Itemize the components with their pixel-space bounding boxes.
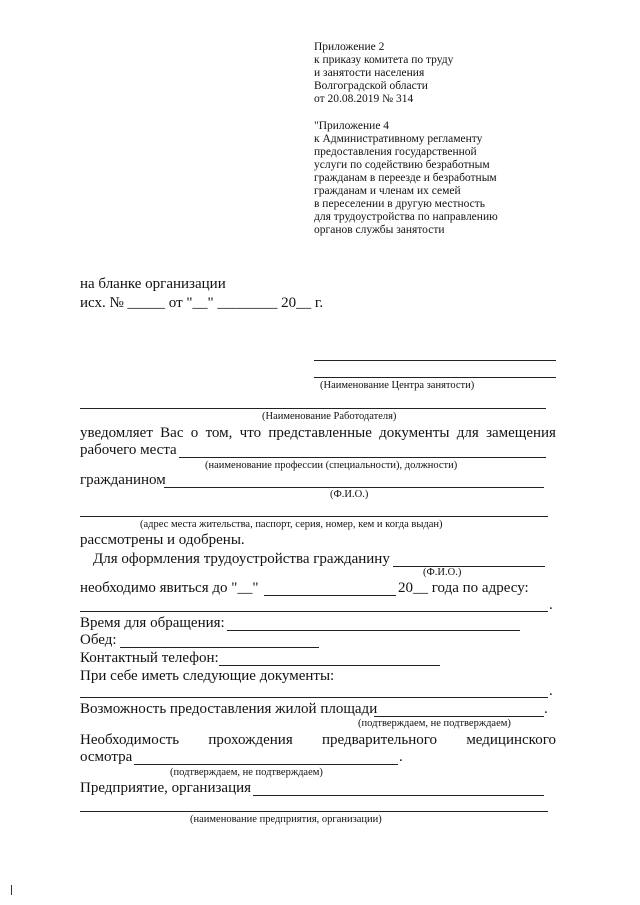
appendix4-line: гражданам в переезде и безработным bbox=[314, 172, 497, 184]
notify-word: том, bbox=[205, 425, 233, 441]
enterprise-label: Предприятие, организация bbox=[80, 780, 252, 796]
must-appear-text: необходимо явиться до "__" bbox=[80, 580, 259, 596]
medical-line bbox=[80, 732, 556, 749]
center-name-line bbox=[314, 377, 556, 378]
notify-word: уведомляет bbox=[80, 425, 153, 441]
center-name-caption: (Наименование Центра занятости) bbox=[320, 380, 475, 391]
period-mark: . bbox=[549, 597, 553, 613]
medical-word: медицинского bbox=[466, 732, 556, 748]
enterprise-caption: (наименование предприятия, организации) bbox=[190, 814, 382, 825]
notify-word: что bbox=[239, 425, 262, 441]
enterprise-field[interactable] bbox=[253, 795, 544, 796]
fio-caption: (Ф.И.О.) bbox=[330, 489, 369, 500]
appendix2-line: Приложение 2 bbox=[314, 41, 385, 53]
exam-label: осмотра bbox=[80, 749, 133, 765]
employer-name-line bbox=[80, 408, 546, 409]
year-address-text: 20__ года по адресу: bbox=[398, 580, 529, 596]
contact-time-field[interactable] bbox=[227, 630, 520, 631]
outgoing-number: исх. № _____ от "__" ________ 20__ г. bbox=[80, 295, 324, 311]
citizen-fio-field[interactable] bbox=[393, 566, 545, 567]
appendix4-line: "Приложение 4 bbox=[314, 120, 390, 132]
documents-field[interactable] bbox=[80, 697, 548, 698]
employer-name-caption: (Наименование Работодателя) bbox=[262, 411, 397, 422]
appendix4-line: для трудоустройства по направлению bbox=[314, 211, 498, 223]
phone-field[interactable] bbox=[219, 665, 440, 666]
address-field[interactable] bbox=[80, 516, 548, 517]
medical-field[interactable] bbox=[134, 764, 398, 765]
scan-mark bbox=[11, 885, 12, 895]
notify-word: документы bbox=[379, 425, 450, 441]
appendix2-line: к приказу комитета по труду bbox=[314, 54, 454, 66]
medical-word: предварительного bbox=[322, 732, 438, 748]
workplace-label: рабочего места bbox=[80, 442, 177, 458]
employment-text: Для оформления трудоустройства гражданину bbox=[93, 551, 390, 567]
enterprise-name-line[interactable] bbox=[80, 811, 548, 812]
medical-word: прохождения bbox=[208, 732, 293, 748]
period-mark: . bbox=[549, 683, 553, 699]
profession-caption: (наименование профессии (специальности), должности) bbox=[205, 460, 458, 471]
appendix4-line: предоставления государственной bbox=[314, 146, 477, 158]
appendix2-line: Волгоградской области bbox=[314, 80, 428, 92]
citizen-name-field[interactable] bbox=[164, 487, 544, 488]
notify-word: замещения bbox=[486, 425, 556, 441]
period-mark: . bbox=[544, 701, 548, 717]
notify-word: о bbox=[190, 425, 199, 441]
notify-line bbox=[80, 425, 556, 442]
reviewed-text: рассмотрены и одобрены. bbox=[80, 532, 245, 548]
appendix4-line: к Административному регламенту bbox=[314, 133, 483, 145]
medical-word: Необходимость bbox=[80, 732, 180, 748]
appendix4-line: гражданам и членам их семей bbox=[314, 185, 461, 197]
appendix4-line: в переселении в другую местность bbox=[314, 198, 486, 210]
appendix2-line: от 20.08.2019 № 314 bbox=[314, 93, 414, 105]
fio-caption-2: (Ф.И.О.) bbox=[423, 567, 462, 578]
appendix4-line: услуги по содействию безработным bbox=[314, 159, 490, 171]
address-caption: (адрес места жительства, паспорт, серия, номер, кем и когда выдан) bbox=[140, 519, 443, 530]
address-line-field[interactable] bbox=[80, 611, 548, 612]
letterhead-note: на бланке организации bbox=[80, 276, 226, 292]
notify-word: представленные bbox=[268, 425, 372, 441]
housing-label: Возможность предоставления жилой площади bbox=[80, 701, 378, 717]
notify-word: для bbox=[456, 425, 479, 441]
profession-field[interactable] bbox=[179, 457, 546, 458]
notify-word: Вас bbox=[160, 425, 184, 441]
appendix2-line: и занятости населения bbox=[314, 67, 425, 79]
citizen-label: гражданином bbox=[80, 472, 166, 488]
housing-caption: (подтверждаем, не подтверждаем) bbox=[358, 718, 511, 729]
medical-caption: (подтверждаем, не подтверждаем) bbox=[170, 767, 323, 778]
period-mark: . bbox=[399, 749, 403, 765]
phone-label: Контактный телефон: bbox=[80, 650, 219, 666]
appendix4-line: органов службы занятости bbox=[314, 224, 445, 236]
center-name-line bbox=[314, 360, 556, 361]
bring-docs-label: При себе иметь следующие документы: bbox=[80, 668, 335, 684]
contact-time-label: Время для обращения: bbox=[80, 615, 225, 631]
housing-field[interactable] bbox=[374, 716, 544, 717]
lunch-label: Обед: bbox=[80, 632, 117, 648]
appear-month-field[interactable] bbox=[264, 595, 396, 596]
lunch-field[interactable] bbox=[120, 647, 319, 648]
